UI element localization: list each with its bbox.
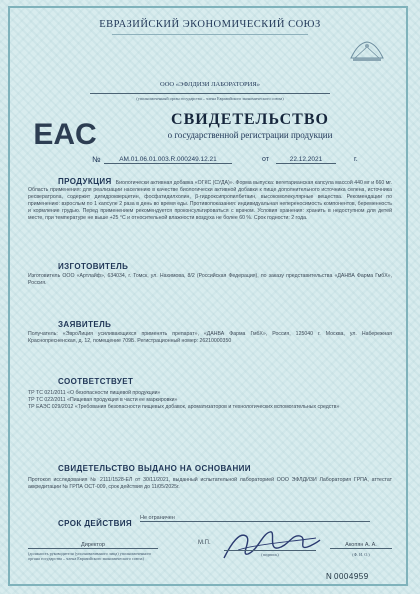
signature-rule [224, 550, 316, 551]
conformity-heading: СООТВЕТСТВУЕТ [58, 377, 134, 386]
signer-role-caption: (должность руководителя (уполномоченного лица) уполномоченного органа государства – члена Евразийского экономического союза) [28, 551, 152, 561]
registration-date-prefix: от [262, 156, 269, 163]
product-heading: ПРОДУКЦИЯ [58, 177, 112, 186]
signature-icon [218, 520, 322, 568]
validity-value: Не ограничен [140, 515, 370, 522]
validity-heading: СРОК ДЕЙСТВИЯ [58, 519, 133, 528]
conformity-list [28, 390, 392, 411]
conformity-line: ТР ЕАЭС 029/2012 «Требования безопасности пищевых добавок, ароматизаторов и технологических вспомогательных средств» [28, 404, 340, 411]
issuer-caption: (уполномоченный орган государства – члена Евразийского экономического союза) [136, 96, 284, 101]
signer-name-caption: (Ф. И. О.) [352, 552, 370, 557]
issuer-org: ООО «ЭФЛДИЗИ ЛАБОРАТОРИЯ» [160, 81, 260, 88]
basis-text: Протокол исследования № 2111/1528-ЕЛ от 30/11/2021, выданный испытательной лабораторией ООО ЭФЛДИЗИ Лаборатория ГРПА, аттестат аккредитации № ГРПА ОСТ-009, срок действия до 11/05/2025г. [28, 477, 392, 491]
signer-role: Директор [28, 542, 158, 549]
form-number [326, 572, 369, 581]
product-block [28, 178, 392, 223]
signature-caption: (подпись) [261, 552, 279, 557]
eac-mark-text: EAC [33, 118, 97, 151]
conformity-line: ТР ТС 022/2011 «Пищевая продукция в части ее маркировки» [28, 397, 178, 404]
product-text: Биологически активная добавка «ОГКС (СУДА)». Форма выпуска: вегетарианская капсула массой 440 мг и 660 мг. Область применения: для реализации населению в качестве биологически активной добавки к пище дополнительного источника селена, источника ресвератрола, содержит дигидрокверцетин, фосфатидилхолин, β-гидроксипропилбетаин, высокомолекулярные вещества. Рекомендации по применению: взрослым по 1 капсуле 2 раза в день во время еды. Противопоказания: индивидуальная непереносимость компонентов, беременность и кормление грудью. Перед применением рекомендуется проконсультироваться с врачом. Условия хранения: хранить в недоступном для детей месте, при температуре не выше +25 °С и относительной влажности воздуха не более 60 %. Срок годности: 2 года. [28, 180, 392, 222]
registration-no-label: № [92, 155, 101, 164]
header-rule [112, 34, 308, 35]
form-number-label: N [326, 572, 332, 581]
document-title: СВИДЕТЕЛЬСТВО [171, 111, 329, 128]
document-subtitle: о государственной регистрации продукции [167, 130, 333, 140]
applicant-text: Получатель: «ЭвроЛиция усиливающихся применять препарат», «ДАНВА Фарма ГмбХ», Россия, 125040 г. Москва, ул. Набережная Краснопресненская, д. 12, помещение 709Б. Регистрационный номер: 26210000350 [28, 331, 392, 345]
issuer-org-rule [90, 93, 330, 94]
eac-mark [33, 111, 97, 151]
signer-name: Акопян А. А. [330, 542, 392, 549]
emblem-icon [346, 38, 388, 68]
registration-number: AM.01.06.01.003.R.000249.12.21 [104, 156, 232, 164]
form-number-value: 0004959 [334, 572, 369, 581]
registration-date-suffix: г. [354, 156, 358, 163]
union-title: ЕВРАЗИЙСКИЙ ЭКОНОМИЧЕСКИЙ СОЮЗ [99, 19, 321, 30]
applicant-heading: ЗАЯВИТЕЛЬ [58, 320, 112, 329]
registration-line [92, 155, 382, 167]
conformity-line: ТР ТС 021/2011 «О безопасности пищевой продукции» [28, 390, 161, 396]
manufacturer-text: Изготовитель ООО «Артлайф», 634034, г. Томск, ул. Нахимова, 8/2 (Российская Федерация), по заказу представительства «ДАНВА Фарма ГмбХ», Россия. [28, 273, 392, 287]
manufacturer-heading: ИЗГОТОВИТЕЛЬ [58, 262, 129, 271]
registration-date: 22.12.2021 [276, 156, 336, 164]
stamp-label: М.П. [198, 540, 211, 546]
basis-heading: СВИДЕТЕЛЬСТВО ВЫДАНО НА ОСНОВАНИИ [58, 464, 251, 473]
